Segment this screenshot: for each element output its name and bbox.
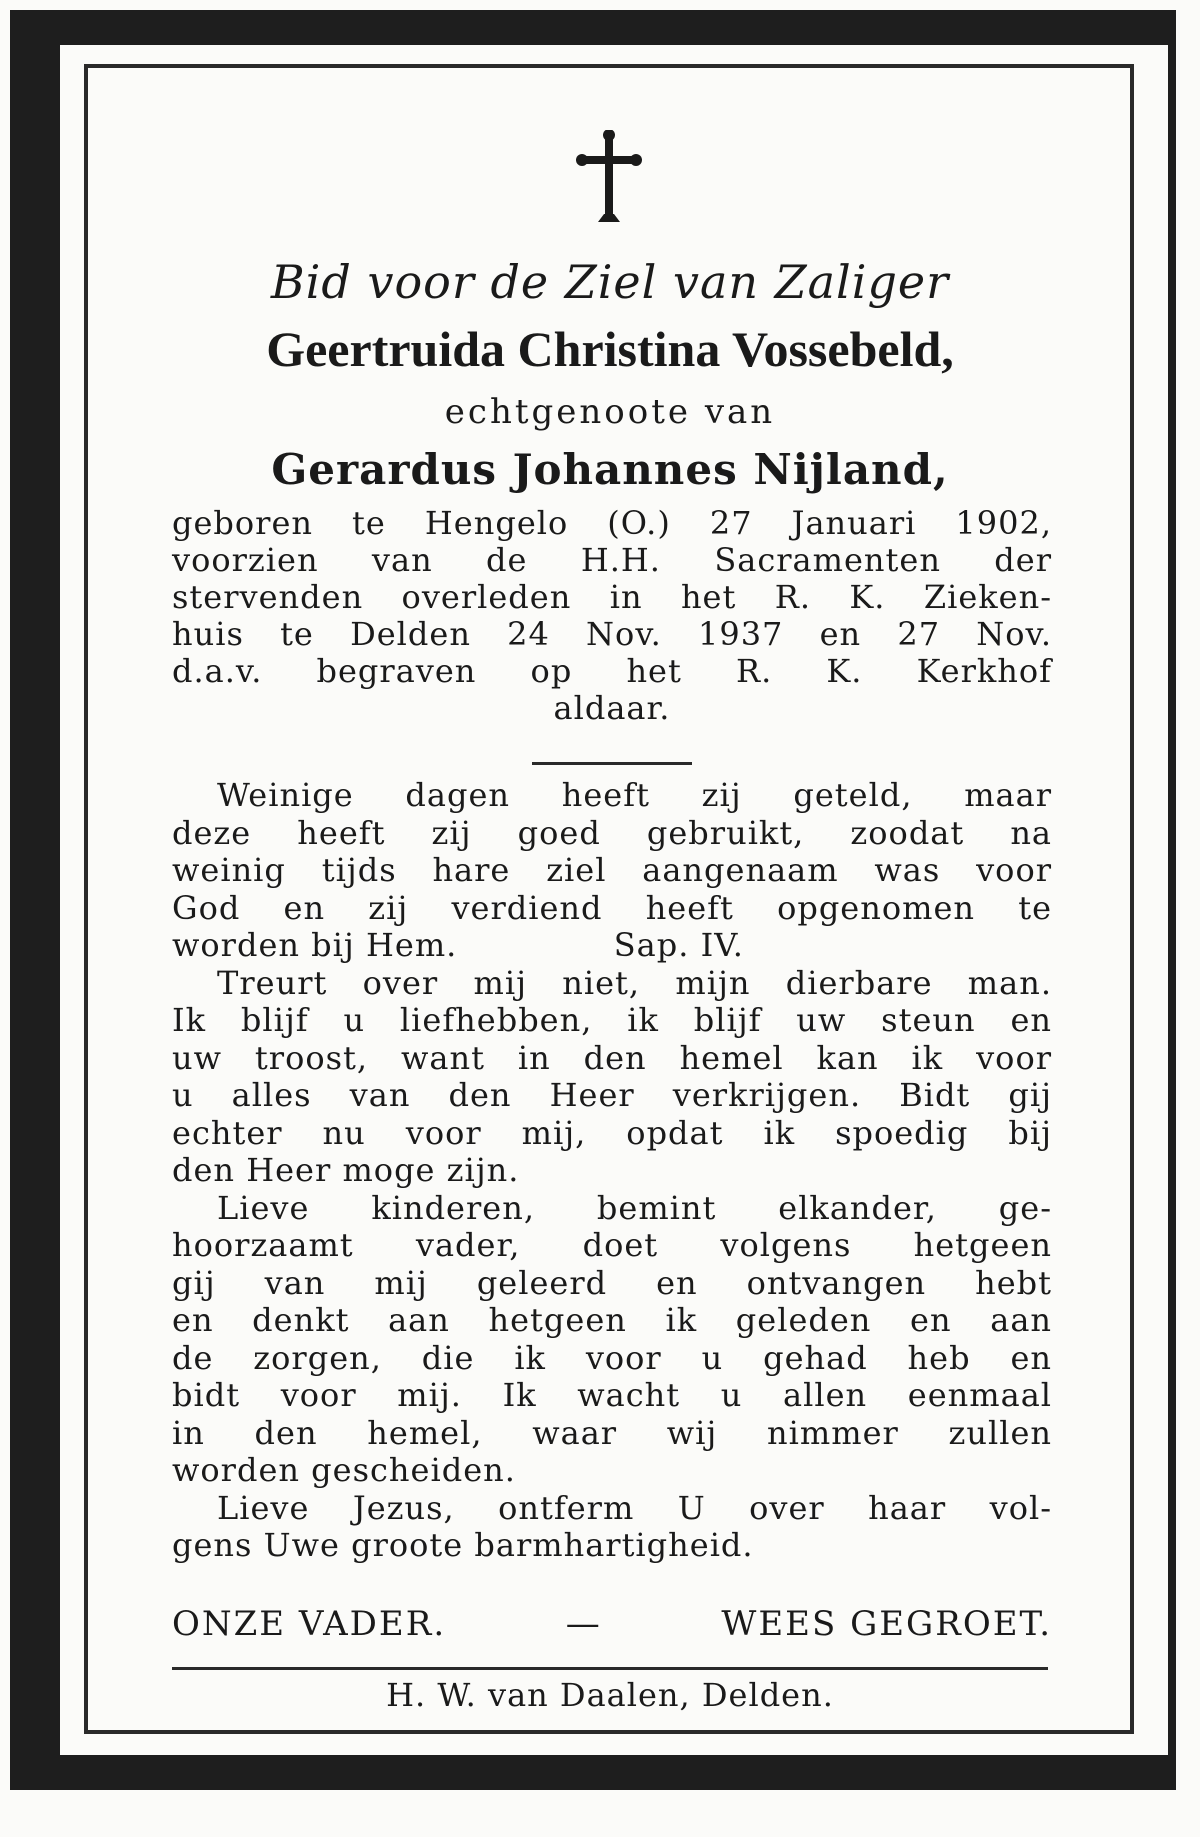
- deceased-name: Geertruida Christina Vossebeld,: [266, 321, 954, 377]
- biography-line: stervenden overleden in het R. K. Zieken-: [172, 578, 1052, 616]
- prayer-dash: —: [565, 1604, 602, 1644]
- text-line: Treurt over mij niet, mijn dierbare man.: [217, 963, 1052, 1002]
- text-line: God en zij verdiend heeft opgenomen te: [172, 888, 1052, 927]
- prayer-our-father: ONZE VADER.: [172, 1604, 447, 1644]
- text-line: worden gescheiden.: [172, 1451, 516, 1489]
- text-line: u alles van den Heer verkrijgen. Bidt gij: [172, 1076, 1052, 1114]
- relation-label: echtgenoote van: [444, 392, 776, 432]
- text-line: worden bij Hem. Sap. IV.: [172, 926, 744, 964]
- closing-prayers: [172, 1604, 1052, 1644]
- text-line: in den hemel, waar wij nimmer zullen: [172, 1413, 1052, 1452]
- memorial-text: [172, 777, 1052, 1565]
- biography-line: geboren te Hengelo (O.) 27 Januari 1902,: [172, 504, 1052, 542]
- text-line: uw troost, want in den hemel kan ik voor: [172, 1038, 1052, 1077]
- cross-icon: [576, 130, 642, 230]
- printer-credit: H. W. van Daalen, Delden.: [386, 1676, 834, 1714]
- text-line: de zorgen, die ik voor u gehad heb en: [172, 1338, 1052, 1377]
- text-line: den Heer moge zijn.: [172, 1151, 520, 1189]
- text-line: gens Uwe groote barmhartigheid.: [172, 1526, 754, 1564]
- text-line: gij van mij geleerd en ontvangen hebt: [172, 1263, 1052, 1302]
- divider: [172, 1667, 1048, 1670]
- prayer-hail-mary: WEES GEGROET.: [721, 1604, 1052, 1644]
- text-line: Ik blijf u liefhebben, ik blijf uw steun en: [172, 1001, 1052, 1039]
- spouse-name: Gerardus Johannes Nijland,: [271, 445, 949, 494]
- text-line: Lieve Jezus, ontferm U over haar vol-: [217, 1488, 1052, 1527]
- text-line: Weinige dagen heeft zij geteld, maar: [217, 776, 1052, 814]
- text-line: weinig tijds hare ziel aangenaam was voor: [172, 851, 1052, 889]
- biography-line: huis te Delden 24 Nov. 1937 en 27 Nov.: [172, 615, 1052, 653]
- text-line: echter nu voor mij, opdat ik spoedig bij: [172, 1113, 1052, 1152]
- divider: [532, 762, 692, 765]
- text-line: Lieve kinderen, bemint elkander, ge-: [217, 1188, 1052, 1227]
- biography-line: d.a.v. begraven op het R. K. Kerkhof: [172, 652, 1052, 690]
- text-line: hoorzaamt vader, doet volgens hetgeen: [172, 1226, 1052, 1264]
- biography-line: voorzien van de H.H. Sacramenten der: [172, 541, 1052, 579]
- prayer-heading: Bid voor de Ziel van Zaliger: [270, 255, 950, 309]
- text-line: bidt voor mij. Ik wacht u allen eenmaal: [172, 1376, 1052, 1414]
- biography: [172, 505, 1052, 727]
- text-line: en denkt aan hetgeen ik geleden en aan: [172, 1301, 1052, 1339]
- biography-line: aldaar.: [553, 689, 671, 727]
- text-line: deze heeft zij goed gebruikt, zoodat na: [172, 813, 1052, 852]
